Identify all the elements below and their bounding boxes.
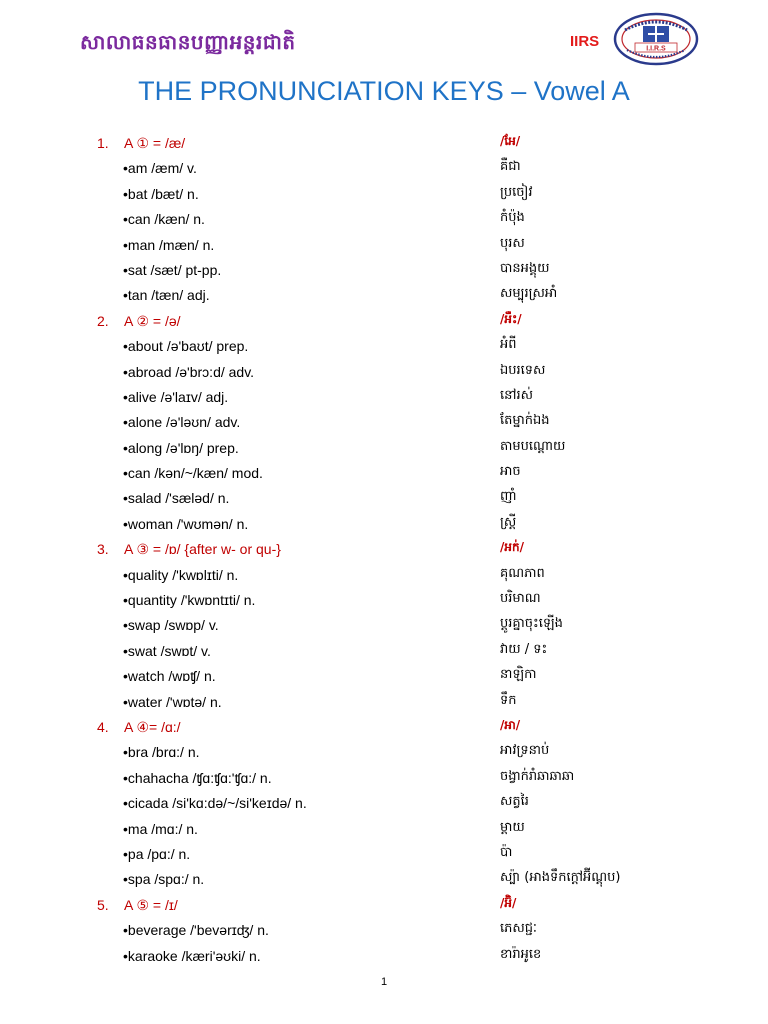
khmer-meaning: ទឹក	[500, 692, 517, 708]
khmer-sound: /អឺះ/	[500, 311, 522, 326]
english-word: •abroad /ə'brɔ:d/ adv.	[123, 363, 255, 380]
example-row	[0, 842, 768, 867]
example-row	[0, 207, 768, 232]
english-word: •spa /spɑ:/ n.	[123, 871, 205, 888]
example-row	[0, 791, 768, 816]
khmer-meaning: ម្ដាយ	[500, 819, 525, 835]
english-word: •am /æm/ v.	[123, 160, 197, 177]
vowel-section-heading	[0, 309, 768, 334]
khmer-meaning: សត្វរៃ	[500, 794, 529, 810]
english-word: •beverage /'bevərɪʤ/ n.	[123, 922, 269, 939]
pronunciation-key: A ① = /æ/	[124, 135, 186, 151]
pronunciation-list	[0, 131, 768, 969]
khmer-meaning: អាច	[500, 464, 521, 480]
example-row	[0, 740, 768, 765]
example-row	[0, 258, 768, 283]
english-word: •bat /bæt/ n.	[123, 185, 199, 202]
khmer-meaning: ស្ត្រី	[500, 514, 517, 530]
example-row	[0, 182, 768, 207]
example-row	[0, 334, 768, 359]
section-number: 4.	[97, 718, 109, 735]
english-word: •along /ə'lɒŋ/ prep.	[123, 439, 239, 456]
khmer-meaning: ឯបរទេស	[500, 362, 546, 378]
english-word: •ma /mɑ:/ n.	[123, 820, 198, 837]
example-row	[0, 613, 768, 638]
english-word: •karaoke /kæri'əʊki/ n.	[123, 947, 261, 964]
khmer-meaning: បរិមាណ	[500, 591, 541, 607]
english-word: •bra /brɑ:/ n.	[123, 744, 200, 761]
example-row	[0, 410, 768, 435]
khmer-meaning: ភេសជ្ជៈ	[500, 921, 537, 937]
example-row	[0, 563, 768, 588]
example-row	[0, 690, 768, 715]
example-row	[0, 461, 768, 486]
khmer-meaning: គឺជា	[500, 159, 521, 175]
section-number: 2.	[97, 312, 109, 329]
english-word: •swap /swɒp/ v.	[123, 617, 219, 634]
khmer-meaning: នៅរស់	[500, 387, 534, 403]
example-row	[0, 156, 768, 181]
khmer-meaning: វាយ / ទះ	[500, 641, 548, 657]
example-row	[0, 436, 768, 461]
pronunciation-key: A ③ = /ɒ/ {after w- or qu-}	[124, 541, 281, 558]
english-word: •can /kən/~/kæn/ mod.	[123, 465, 263, 482]
khmer-meaning: សម្បុរស្រអាំ	[500, 286, 558, 302]
example-row	[0, 283, 768, 308]
english-word: •watch /wɒʧ/ n.	[123, 668, 216, 685]
english-word: •alone /ə'ləʊn/ adv.	[123, 414, 241, 431]
example-row	[0, 766, 768, 791]
school-logo	[613, 12, 699, 66]
example-row	[0, 918, 768, 943]
english-word: •swat /swɒt/ v.	[123, 642, 211, 659]
pronunciation-key: A ⑤ = /ɪ/	[124, 896, 178, 913]
khmer-meaning: អំពី	[500, 337, 517, 353]
vowel-section-heading	[0, 715, 768, 740]
khmer-meaning: ខារ៉ាអូខេ	[500, 946, 542, 962]
english-word: •chahacha /ʧɑ:ʧɑ:'ʧɑ:/ n.	[123, 769, 272, 786]
khmer-meaning: តែម្នាក់ឯង	[500, 413, 550, 429]
section-number: 5.	[97, 896, 109, 913]
english-word: •man /mæn/ n.	[123, 236, 215, 253]
khmer-meaning: គុណភាព	[500, 565, 545, 581]
khmer-meaning: ប្រចៀវ	[500, 184, 533, 200]
english-word: •about /ə'baʊt/ prep.	[123, 338, 249, 355]
english-word: •sat /sæt/ pt-pp.	[123, 261, 222, 278]
example-row	[0, 588, 768, 613]
example-row	[0, 360, 768, 385]
section-number: 3.	[97, 541, 109, 558]
khmer-meaning: បុរស	[500, 235, 525, 251]
english-word: •woman /'wʊmən/ n.	[123, 515, 249, 532]
khmer-meaning: តាមបណ្តោយ	[500, 438, 566, 454]
document-title: THE PRONUNCIATION KEYS – Vowel A	[138, 76, 630, 106]
logo-text: I.I.R.S	[646, 45, 666, 53]
example-row	[0, 639, 768, 664]
example-row	[0, 944, 768, 969]
example-row	[0, 664, 768, 689]
vowel-section-heading	[0, 537, 768, 562]
pronunciation-key: A ② = /ə/	[124, 312, 181, 329]
khmer-meaning: ចង្វាក់រាំឆាឆាឆា	[500, 768, 575, 784]
example-row	[0, 486, 768, 511]
english-word: •tan /tæn/ adj.	[123, 287, 210, 304]
english-word: •alive /ə'laɪv/ adj.	[123, 388, 229, 405]
khmer-sound: /អែ/	[500, 134, 521, 148]
english-word: •salad /'sæləd/ n.	[123, 490, 230, 507]
example-row	[0, 385, 768, 410]
english-word: •quantity /'kwɒntɪti/ n.	[123, 592, 256, 609]
khmer-meaning: ញាំ	[500, 489, 517, 505]
school-name: សាលាធនធានបញ្ញាអន្តរជាតិ	[80, 30, 296, 54]
khmer-meaning: ប្តូរគ្នាចុះឡើង	[500, 616, 563, 632]
example-row	[0, 817, 768, 842]
example-row	[0, 512, 768, 537]
khmer-sound: /អ៊ិ/	[500, 895, 517, 910]
khmer-sound: /អក់/	[500, 540, 524, 555]
english-word: •water /'wɒtə/ n.	[123, 693, 222, 710]
section-number: 1.	[97, 135, 109, 151]
example-row	[0, 233, 768, 258]
example-row	[0, 867, 768, 892]
vowel-section-heading	[0, 893, 768, 918]
khmer-meaning: បានអង្គុយ	[500, 260, 550, 276]
pronunciation-key: A ④= /ɑ:/	[124, 718, 181, 735]
khmer-meaning: ស្ប៉ា (អាងទឹកក្ដៅអ៊ីណ្ដុប)	[500, 870, 621, 886]
khmer-meaning: ប៉ា	[500, 844, 513, 860]
english-word: •can /kæn/ n.	[123, 211, 205, 228]
school-abbreviation: IIRS	[570, 33, 600, 50]
english-word: •quality /'kwɒlɪti/ n.	[123, 566, 239, 583]
khmer-sound: /អា/	[500, 717, 521, 732]
english-word: •pa /pɑ:/ n.	[123, 845, 191, 862]
khmer-meaning: នាឡិកា	[500, 667, 537, 683]
page-number: 1	[380, 976, 388, 988]
vowel-section-heading	[0, 131, 768, 156]
khmer-meaning: អាវទ្រនាប់	[500, 743, 550, 759]
khmer-meaning: កំប៉ុង	[500, 210, 525, 226]
english-word: •cicada /si'kɑ:də/~/si'keɪdə/ n.	[123, 795, 307, 812]
